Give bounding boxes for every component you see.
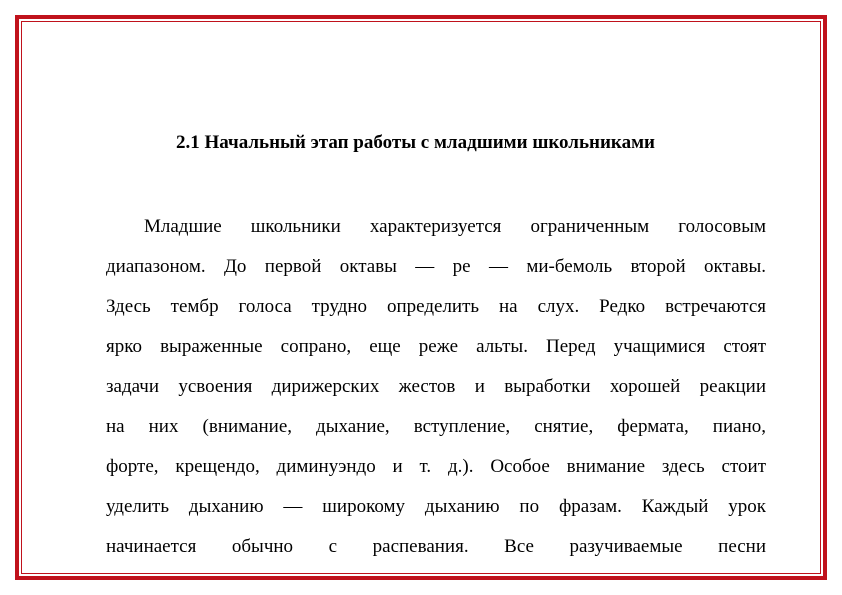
paragraph-line: задачи усвоения дирижерских жестов и выработки хорошей реакции: [106, 376, 766, 397]
paragraph-line: ярко выраженные сопрано, еще реже альты. Перед учащимися стоят: [106, 336, 766, 357]
paragraph-line: начинается обычно с распевания. Все разучиваемые песни: [106, 536, 766, 557]
paragraph-line: Младшие школьники характеризуется ограниченным голосовым: [144, 216, 766, 237]
section-heading: 2.1 Начальный этап работы с младшими школьниками: [176, 132, 655, 153]
paragraph-line: Здесь тембр голоса трудно определить на слух. Редко встречаются: [106, 296, 766, 317]
paragraph-line: диапазоном. До первой октавы — ре — ми-бемоль второй октавы.: [106, 256, 766, 277]
slide-page: [22, 22, 820, 573]
body-paragraph: [106, 214, 766, 573]
paragraph-line: на них (внимание, дыхание, вступление, снятие, фермата, пиано,: [106, 416, 766, 437]
paragraph-line: уделить дыханию — широкому дыханию по фразам. Каждый урок: [106, 496, 766, 517]
paragraph-line: форте, крещендо, диминуэндо и т. д.). Особое внимание здесь стоит: [106, 456, 766, 477]
